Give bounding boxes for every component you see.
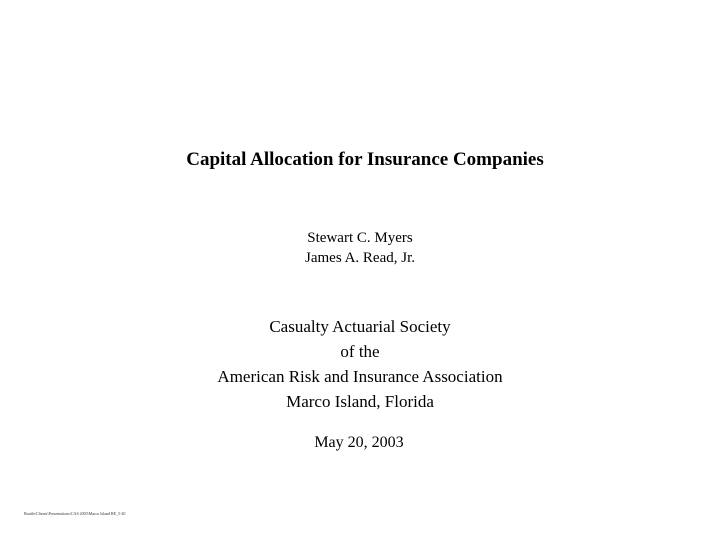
venue-line: American Risk and Insurance Association: [217, 367, 503, 386]
venue-block: [0, 314, 720, 414]
author-list: [0, 228, 720, 268]
venue-line: of the: [340, 342, 380, 361]
slide-title: Capital Allocation for Insurance Companies: [186, 149, 544, 170]
venue-line: Marco Island, Florida: [286, 392, 434, 411]
venue-line: Casualty Actuarial Society: [269, 317, 451, 336]
footer-file-path: Brattle\Clients\Presentations\CAS 2003\Marco Island RE_5-20: [24, 511, 126, 516]
presentation-date: May 20, 2003: [314, 434, 404, 451]
author-name: Stewart C. Myers: [307, 230, 413, 246]
author-name: James A. Read, Jr.: [305, 250, 415, 266]
